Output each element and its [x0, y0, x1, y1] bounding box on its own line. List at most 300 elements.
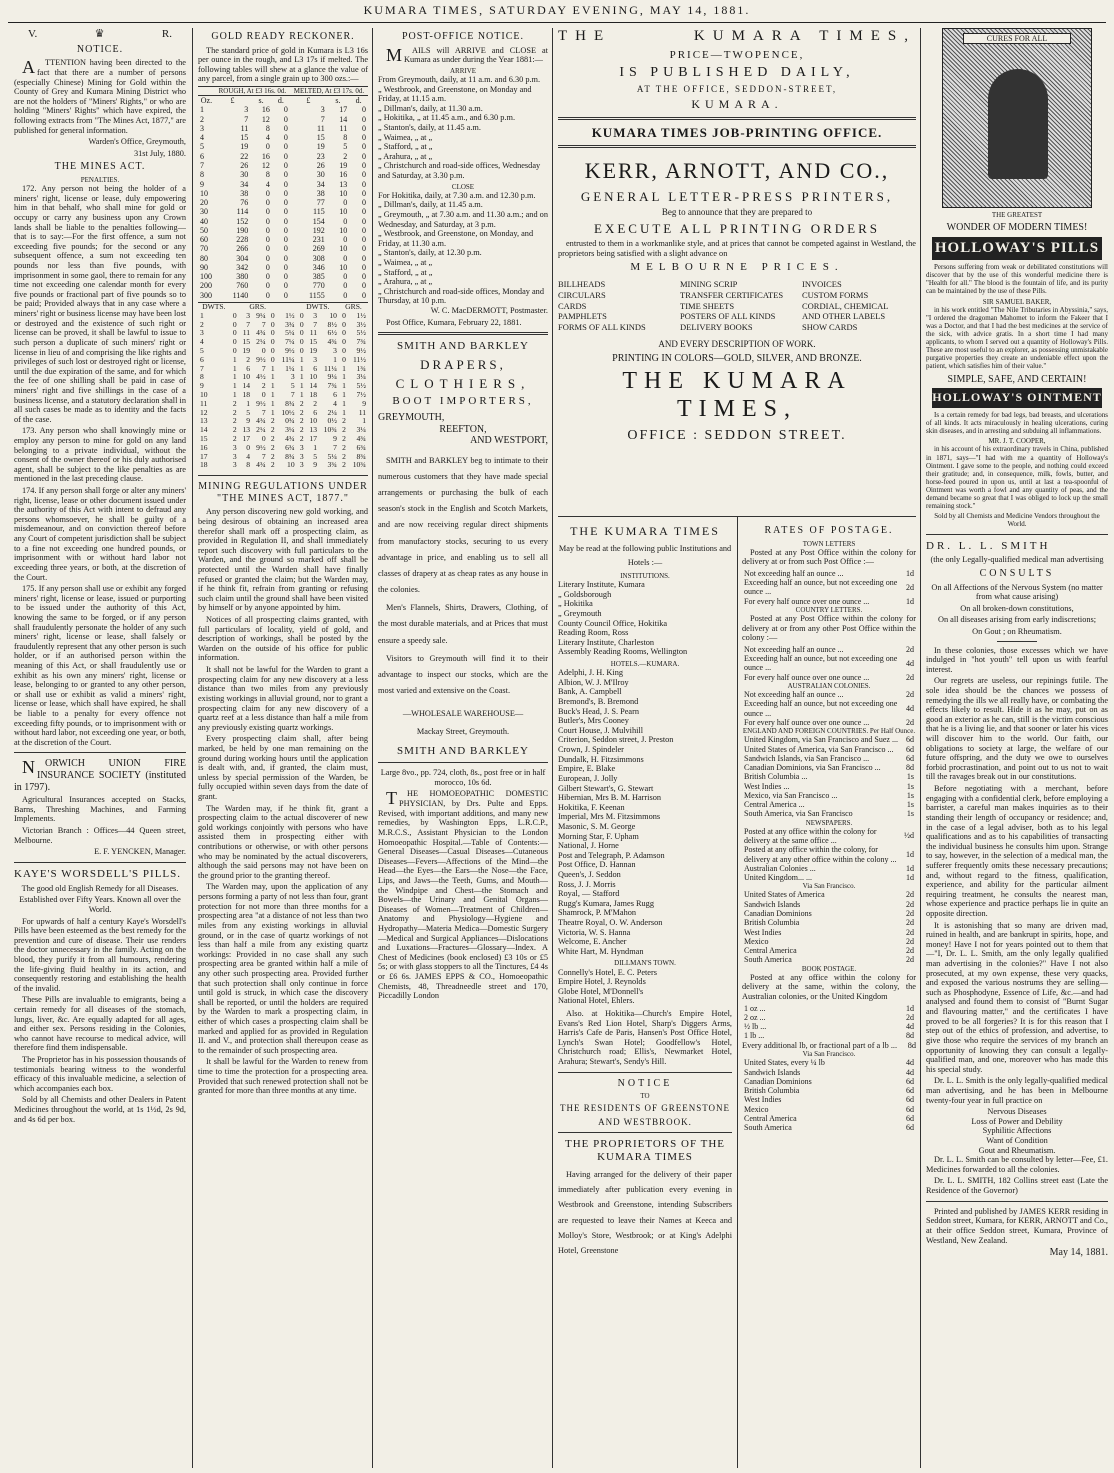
wonder-line: WONDER OF MODERN TIMES!	[946, 222, 1088, 234]
table-cell: 16	[261, 105, 270, 115]
notice-body: ATTENTION having been directed to the fact that there are a number of persons (especially Chinese) Mining for Gold within the County of Grey and Kumara Mining District who are not the holders of "Miners' Rights," or who are holding "Miners' Rights" which have expired, the following extracts from "The Mines Act, 1877," are published for general information.	[14, 57, 186, 135]
rate-row	[742, 890, 916, 899]
table-cell: 5	[246, 407, 251, 417]
table-cell: 0	[270, 354, 275, 364]
rate-value: 1s	[906, 790, 914, 800]
table-cell: 4	[200, 133, 204, 143]
persons-text: Persons suffering from weak or debilitated constitutions will discover that by the use of this wonderful medicine there is "Health for all." The blood is the fountain of life, and its purity can be maintained by the use of these Pills.	[926, 263, 1108, 296]
table-cell: 10	[200, 188, 208, 198]
notice-date: 31st July, 1880.	[133, 148, 186, 158]
list-item: For Hokitika, daily, at 7.30 a.m. and 12.30 p.m.	[378, 190, 536, 200]
table-cell: 2	[343, 151, 348, 161]
table-cell: 50	[200, 225, 208, 235]
rate-label: Not exceeding half an ounce ...	[744, 690, 844, 700]
list-item: „ Westbrook, and Greenstone, on Monday and Friday, at 11.15 a.m.	[378, 84, 532, 104]
list-item: Ross, J. J. Morris	[558, 879, 616, 889]
rates-title: RATES OF POSTAGE.	[764, 525, 894, 536]
table-cell: 10½	[281, 407, 295, 417]
masthead: KUMARA TIMES, SATURDAY EVENING, MAY 14, 1881.	[363, 3, 751, 17]
rate-row	[742, 800, 916, 809]
rate-label: West Indies ...	[744, 781, 790, 791]
list-item: Victoria, W. S. Hanna	[558, 927, 631, 937]
table-cell: 7	[313, 319, 317, 329]
list-item: „ Hokitika, „ at 11.45 a.m., and 6.30 p.m.	[378, 113, 516, 123]
list-item: Nervous Diseases	[987, 1107, 1047, 1117]
holloway-pills-banner: HOLLOWAY'S PILLS	[932, 237, 1102, 260]
table-cell: 2	[232, 407, 237, 417]
list-item: Gilbert Stewart's, G. Stewart	[558, 783, 654, 793]
print-item: MINING SCRIP	[680, 278, 738, 289]
post-office-date: Post Office, Kumara, February 22, 1881.	[386, 317, 522, 327]
mines-act-heading: THE MINES ACT.	[54, 161, 146, 173]
table-row	[198, 226, 368, 235]
norwich-branch: Victorian Branch : Offices—44 Queen street, Melbourne.	[14, 826, 186, 845]
rate-value: 2d	[906, 644, 914, 654]
table-cell: 38	[316, 188, 325, 198]
rate-label: Central America	[744, 1113, 797, 1123]
table-cell: 1	[299, 372, 304, 382]
baker-heading: SIR SAMUEL BAKER,	[982, 297, 1052, 306]
rate-value: 6d	[906, 1123, 914, 1133]
column-header: GRS.	[345, 301, 362, 311]
list-item: „ Waimea, „ at „	[378, 258, 433, 267]
table-row	[198, 235, 368, 244]
table-row	[198, 161, 368, 170]
table-cell: 3	[313, 354, 317, 364]
table-cell: 10	[329, 310, 337, 320]
rate-row	[742, 873, 916, 882]
may-read-text: May be read at the following public Institutions and Hotels :—	[558, 543, 732, 567]
print-item: CARDS	[558, 300, 587, 311]
table-cell: 228	[236, 235, 249, 245]
column-header: £	[306, 96, 311, 106]
table-cell: 0	[265, 207, 270, 217]
town-rates	[742, 569, 916, 606]
proprietors-title: THE PROPRIETORS OF THE KUMARA TIMES	[564, 1138, 726, 1163]
ounce-table	[198, 86, 368, 300]
dr-address: Dr. L. L. SMITH, 182 Collins street east (Late the Residence of the Governor)	[926, 1176, 1108, 1196]
book-price: Large 8vo., pp. 724, cloth, 8s., post free or in half morocco, 10s 6d.	[380, 768, 546, 787]
table-cell: 7	[244, 114, 249, 124]
rate-label: South America	[744, 955, 792, 965]
table-cell: 2	[270, 460, 275, 470]
table-cell: 2	[299, 416, 304, 426]
table-cell: 308	[312, 253, 325, 263]
table-cell: 30	[200, 207, 208, 217]
rate-row	[742, 928, 916, 937]
table-cell: 1140	[232, 290, 249, 300]
table-cell: 114	[236, 207, 249, 217]
rate-label: British Columbia	[744, 918, 800, 928]
residents-line: THE RESIDENTS OF GREENSTONE	[559, 1103, 731, 1114]
smith-barkley-sign: SMITH AND BARKLEY	[397, 744, 529, 757]
rate-row	[742, 864, 916, 873]
rate-label: Central America ...	[744, 800, 805, 810]
table-row	[198, 189, 368, 198]
reefton-line: REEFTON,	[439, 423, 487, 435]
rate-label: 1 lb ...	[744, 1031, 765, 1041]
list-item: Reading Room, Ross	[558, 628, 629, 638]
table-cell: 6	[313, 407, 317, 417]
table-cell: 6	[246, 363, 251, 373]
table-cell: 1	[232, 372, 237, 382]
table-cell: 0	[265, 253, 270, 263]
table-cell: 2	[261, 381, 266, 391]
list-item: Literary Institute, Charleston	[558, 637, 655, 647]
table-cell: 0	[265, 235, 270, 245]
table-cell: 266	[236, 244, 249, 254]
list-item: Dundalk, H. Fitzsimmons	[558, 754, 644, 764]
ounce-rows	[198, 105, 368, 300]
divider	[378, 762, 548, 763]
rate-row	[742, 699, 916, 718]
table-cell: 15	[240, 133, 249, 143]
table-cell: 0	[270, 328, 275, 338]
table-cell: 0	[362, 262, 366, 272]
kaye-tagline: The good old English Remedy for all Diseases.	[21, 883, 179, 893]
divider	[997, 641, 1037, 642]
table-cell: 11	[358, 407, 366, 417]
rate-value: 2d	[906, 909, 914, 918]
table-cell: 0	[265, 216, 270, 226]
table-cell: 0	[362, 216, 366, 226]
rate-value: 6d	[906, 1076, 914, 1086]
list-item: Hokitika, F. Keenan	[558, 802, 625, 812]
list-item: Post and Telegraph, P. Adamson	[558, 850, 665, 860]
rate-value: 1s	[906, 781, 914, 791]
norwich-title: NORWICH UNION FIRE INSURANCE SOCIETY (instituted in 1797).	[14, 757, 186, 793]
print-item: FORMS OF ALL KINDS	[558, 322, 646, 333]
table-cell: 3	[320, 105, 325, 115]
seated-figure-icon	[988, 69, 1048, 179]
table-cell: 0½	[327, 416, 337, 426]
table-cell: 7	[261, 319, 266, 329]
dr-body-7: Dr. L. L. Smith can be consulted by letter—Fee, £1. Medicines forwarded to all the colonies.	[926, 1155, 1108, 1174]
print-item: TIME SHEETS	[680, 300, 735, 311]
general-printers: GENERAL LETTER-PRESS PRINTERS,	[580, 189, 894, 205]
table-cell: 19	[240, 142, 249, 152]
entrusted-text: entrusted to them in a workmanlike style, and at prices that cannot be competed against in Westland, the proprietors being satisfied with a slight advance on	[558, 238, 916, 258]
rate-label: Sandwich Islands, via San Francisco ...	[744, 753, 870, 763]
section-174: 174. If any person shall forge or alter any miners' right, license, lease or other document issued under the authority of this Act with intent to defraud any persons whomsoever, he shall be guilty of a misdemeanour, and on conviction thereof before any Court of competent jurisdiction shall be subject to a fine not exceeding one hundred pounds, or imprisonment with or without hard labor not exceeding three years, or both, at the discretion of the Court.	[14, 486, 186, 582]
print-item: CIRCULARS	[558, 289, 606, 300]
rate-label: Sandwich Islands	[744, 1067, 801, 1077]
rate-label: United States of America	[744, 890, 825, 900]
table-cell: 7¾	[356, 337, 366, 347]
rate-value: 6d	[906, 735, 914, 745]
rate-label: Exceeding half an ounce, but not exceeding one ounce ...	[744, 654, 898, 673]
kt-read-title: THE KUMARA TIMES	[570, 524, 720, 538]
table-cell: 0	[299, 328, 304, 338]
table-cell: 6¾	[356, 442, 366, 452]
table-cell: 7	[333, 442, 337, 452]
kt-footer-title: THE KUMARA TIMES,	[622, 368, 852, 423]
table-cell: 154	[312, 216, 325, 226]
cooper-quote: in his account of his extraordinary travels in China, published in 1871, says—"I had with me a quantity of Holloway's Ointment. I gave some to the people, and nothing could exceed their gratitude; and, in consequence, milk, fowls, butter, and horse-feed poured in upon us, until at last a tea-spoonful of Ointment was worth a fowl and any quantity of peas, and the demand became so great that I was obliged to lock up the small remaining stock."	[926, 445, 1108, 511]
table-cell: 17	[200, 451, 208, 461]
rate-row	[742, 1068, 916, 1077]
rate-label: United States, every ¼ lb	[744, 1058, 825, 1068]
column-header: Oz.	[200, 96, 213, 106]
table-cell: 304	[236, 253, 249, 263]
table-cell: 10	[339, 188, 348, 198]
kaye-body-2: These Pills are invaluable to emigrants, being a certain remedy for all diseases of the stomach, lungs, liver, &c. Are equally adapted for all ages, and either sex. Persons residing in the Colonies, who cannot have recourse to medical advice, will therefore find them indispensable.	[14, 995, 186, 1053]
table-cell: 1¾	[356, 363, 366, 373]
table-row	[198, 207, 368, 216]
column-3	[378, 28, 548, 1468]
table-cell: 10¾	[352, 460, 366, 470]
list-item: White Hart, M. Hyndman	[558, 946, 644, 956]
table-row	[198, 152, 368, 161]
rate-row	[742, 955, 916, 964]
dillman-list	[558, 968, 732, 1006]
kt-word: KUMARA TIMES,	[693, 28, 916, 44]
list-item: „ Stafford, „ at „	[378, 142, 433, 152]
table-cell: 8	[343, 133, 348, 143]
table-cell: 0	[362, 123, 366, 133]
table-cell: 11¼	[323, 363, 337, 373]
rate-label: Posted at any office within the colony for delivery at the same office ...	[744, 826, 877, 846]
table-cell: 4	[246, 451, 251, 461]
rate-row	[742, 809, 916, 818]
table-cell: 1	[313, 442, 317, 452]
rate-row	[742, 1095, 916, 1104]
table-cell: 7	[290, 389, 295, 399]
table-cell: 0	[362, 290, 366, 300]
table-cell: 2	[200, 319, 204, 329]
table-cell: 0	[362, 225, 366, 235]
divider	[14, 752, 186, 753]
table-cell: 2¼	[256, 425, 266, 435]
column-1	[14, 28, 186, 1468]
column-rule	[192, 28, 193, 1468]
table-cell: 0	[362, 133, 366, 143]
table-cell: 7	[261, 363, 266, 373]
table-cell: 15	[200, 433, 208, 443]
table-cell: 40	[200, 216, 208, 226]
arrive-heading: ARRIVE	[449, 66, 477, 75]
dr-body-3: Before negotiating with a merchant, before engaging with a confidential clerk, before employing a barrister, a careful man makes inquiries as to their standing their length of occupancy or residence; and, in the case of a legal adviser, both as to his legal qualifications and as to his capabilities of transacting the individual business he consults him upon. Strange to say, however, in the selection of a medical man, the sufferer frequently omits these necessary precautions; and, without regard to the fitness, qualification, experience, and ability for the particular ailment requiring treatment, he consults the nearest man, whose experience and practice perhaps lie in quite an opposite direction.	[926, 784, 1108, 918]
table-cell: 6	[200, 354, 204, 364]
table-cell: 7	[320, 114, 325, 124]
table-cell: 1	[270, 363, 275, 373]
table-cell: 0	[265, 225, 270, 235]
list-item: „ Dillman's, daily, at 11.30 a.m.	[378, 103, 483, 113]
list-item: „ Greymouth	[558, 609, 602, 619]
table-cell: 13	[309, 425, 317, 435]
close-list	[378, 191, 548, 306]
rate-label: Mexico, via San Francisco ...	[744, 790, 838, 800]
list-item: Gout and Rheumatism.	[978, 1145, 1056, 1155]
divider	[558, 1132, 732, 1133]
table-cell: 0	[342, 310, 346, 320]
rate-label: Not exceeding half an ounce ...	[744, 644, 844, 654]
rate-row	[742, 1004, 916, 1013]
table-cell: 4¾	[356, 433, 366, 443]
rate-row	[742, 772, 916, 781]
table-cell: 0	[362, 179, 366, 189]
kumara-times-ad	[558, 28, 916, 538]
list-item: „ Arahura, „ at „	[378, 277, 433, 287]
rate-row	[742, 735, 916, 744]
table-cell: 5	[343, 142, 348, 152]
table-cell: 19	[309, 345, 317, 355]
table-cell: 0	[299, 345, 304, 355]
table-cell: 0	[283, 188, 288, 198]
table-cell: 0	[362, 198, 366, 208]
column-header: DWTS.	[306, 301, 330, 311]
column-header: s.	[335, 96, 341, 106]
rate-label: For every half ounce over one ounce ...	[744, 596, 870, 606]
table-cell: 2	[270, 433, 275, 443]
mackay-line: Mackay Street, Greymouth.	[416, 726, 510, 736]
divider	[198, 475, 368, 476]
table-cell: 12	[261, 114, 270, 124]
table-cell: 2	[299, 433, 304, 443]
kaye-established: Established over Fifty Years. Known all over the World.	[19, 895, 181, 914]
table-cell: 0	[283, 207, 288, 217]
table-row	[198, 217, 368, 226]
column-2	[198, 28, 368, 1468]
rate-row	[742, 763, 916, 772]
table-cell: 2	[342, 460, 346, 470]
table-cell: 0	[265, 244, 270, 254]
rate-value: 6d	[906, 753, 914, 763]
table-cell: 18	[200, 460, 208, 470]
table-cell: 0	[232, 328, 237, 338]
table-row	[198, 244, 368, 253]
table-cell: 0	[283, 244, 288, 254]
print-item: DELIVERY BOOKS	[680, 322, 753, 333]
published-line: IS PUBLISHED DAILY,	[619, 65, 855, 81]
table-cell: 9¼	[327, 372, 337, 382]
table-cell: 3¼	[285, 425, 295, 435]
wholesale-line: —WHOLESALE WAREHOUSE—	[402, 709, 524, 719]
rate-row	[742, 1123, 916, 1132]
table-cell: 7¾	[327, 381, 337, 391]
table-cell: 17	[242, 433, 251, 443]
dr-body-5: Dr. L. L. Smith is the only legally-qualified medical man advertising, and he has been in Melbourne twenty-four year in full practice on	[926, 1076, 1108, 1105]
table-cell: 3	[299, 451, 304, 461]
table-cell: 1	[299, 389, 304, 399]
table-cell: 10	[339, 244, 348, 254]
rate-row	[742, 1031, 916, 1040]
table-cell: 90	[200, 262, 208, 272]
mining-reg-1: Any person discovering new gold working, and being desirous of obtaining an increased area therefor shall mark off a prospecting claim, as provided in Regulation II, and shall immediately report such discovery with full particulars to the Warden, and the ground so marked off shall be protected until the Warden shall have finally refused or granted the claim; but the Warden may, if he think fit, refrain from granting or refusing such claim until the ground shall have been visited by himself or by anyone appointed by him.	[198, 507, 368, 613]
smith-body-2: Men's Flannels, Shirts, Drawers, Clothing, of the most durable materials, and at Prices that must ensure a speedy sale.	[378, 603, 548, 645]
list-item: Literary Institute, Kumara	[558, 580, 645, 590]
table-cell: 8	[200, 372, 204, 382]
rate-label: Exceeding half an ounce, but not exceeding one ounce ...	[744, 578, 898, 597]
table-cell: 1155	[309, 290, 325, 300]
consult-1: On all Affections of the Nervous System (no matter from what cause arising)	[931, 582, 1103, 602]
table-cell: 3¼	[356, 425, 366, 435]
rate-value: 2d	[906, 717, 914, 727]
list-item: „ Waimea, „ at „	[378, 132, 433, 142]
print-item: TRANSFER CERTIFICATES	[680, 289, 784, 300]
rate-row	[742, 673, 916, 682]
table-cell: 0	[283, 170, 288, 180]
institutions-heading: INSTITUTIONS.	[620, 572, 670, 581]
list-item: „ Westbrook, and Greenstone, on Monday, and Friday, at 11.30 a.m.	[378, 229, 534, 248]
table-cell: 18	[309, 389, 317, 399]
table-cell: 4	[265, 133, 270, 143]
table-cell: 9	[246, 416, 251, 426]
table-cell: 7½	[356, 389, 366, 399]
westbrook-line: AND WESTBROOK.	[598, 1116, 692, 1127]
list-item: Theatre Royal, O. W. Anderson	[558, 918, 663, 928]
list-item: „ Christchurch and road-side offices, Wednesday and Saturday, at 3.30 p.m.	[378, 161, 541, 181]
table-cell: 7	[200, 363, 204, 373]
table-cell: 0	[232, 345, 237, 355]
table-cell: 0	[362, 188, 366, 198]
drapers-heading: DRAPERS,	[420, 357, 506, 373]
table-cell: 2	[342, 425, 346, 435]
table-cell: 1	[342, 381, 346, 391]
rate-label: South America	[744, 1123, 792, 1133]
dr-body-1: In these colonies, those excesses which we have indulged in "hot youth" tell upon us with fearful interest.	[926, 645, 1108, 674]
table-cell: 1	[299, 381, 304, 391]
holloway-ointment-banner: HOLLOWAY'S OINTMENT	[932, 388, 1102, 408]
table-cell: 10	[242, 372, 251, 382]
table-cell: 14	[200, 425, 208, 435]
rate-row	[742, 690, 916, 699]
table-cell: 19	[316, 142, 325, 152]
table-cell: 9½	[285, 345, 295, 355]
kumara-line: KUMARA.	[691, 96, 783, 111]
norwich-body: Agricultural Insurances accepted on Stacks, Barns, Threshing Machines, and Farming Implements.	[14, 795, 186, 824]
rate-value: 8d	[906, 763, 914, 773]
table-cell: 4	[265, 179, 270, 189]
rate-value: 4d	[906, 658, 914, 668]
table-cell: 9½	[256, 354, 266, 364]
proprietors-body: Having arranged for the delivery of their paper immediately after publication every evening in Westbrook and Greenstone, intending Subscribers are requested to leave their Names at Keeca and Molloy's Store, Westbrook; or at King's Adelphi Hotel, Greenstone	[558, 1169, 732, 1256]
column-header: d.	[355, 96, 362, 106]
list-item: Albion, W. J. M'Ilroy	[558, 677, 629, 687]
rate-row	[742, 718, 916, 727]
table-cell: 0	[342, 319, 346, 329]
rate-row	[742, 597, 916, 606]
table-cell: 5	[200, 142, 204, 152]
rate-value: 1d	[906, 873, 914, 883]
rate-label: Posted at any office within the colony, for delivery at any other office within the colony ...	[744, 845, 897, 864]
table-cell: 2	[270, 451, 275, 461]
cures-banner: CURES FOR ALL	[963, 33, 1071, 44]
list-item: County Council Office, Hokitika	[558, 618, 668, 628]
kerr-arnott-title: KERR, ARNOTT, AND CO.,	[584, 157, 890, 183]
section-173: 173. Any person who shall knowingly mine or employ any person to mine for gold on any land belonging to a private individual, without the consent of the owner thereof or his duly authorised agent, shall be subject to the like penalties as are mentioned in the last preceding clause.	[14, 426, 186, 484]
table-cell: 1	[270, 398, 275, 408]
table-cell: 70	[200, 244, 208, 254]
table-cell: 26	[240, 161, 249, 170]
table-cell: 152	[236, 216, 249, 226]
table-cell: 770	[312, 281, 325, 291]
column-rule	[552, 28, 553, 1468]
notice-heading: NOTICE	[617, 1077, 673, 1089]
table-cell: 1½	[356, 310, 366, 320]
mining-reg-6: The Warden may, upon the application of any persons forming a party of not less than four, grant protection for not more than three months for a prospecting area "at a distance of not less than two miles from any existing workings in alluvial ground, or in the case of quartz workings of not less than half a mile from any existing quartz workings: Provided in no case shall any such prospecting area be granted within half a mile of any other such prospecting area. Provided further that such protection shall only continue in force until gold is struck, in which case the discovery shall be reported, or until the holders are required by the Warden to mark a prospecting claim, in either of which cases a prospecting claim shall be marked and applied for as provided in Regulation II. and V., and protection shall thereupon cease as to the remainder of such prospecting area.	[198, 882, 368, 1055]
table-cell: 0	[270, 337, 275, 347]
rate-value: 6d	[906, 744, 914, 754]
table-cell: 0	[343, 272, 348, 282]
table-cell: 9	[200, 381, 204, 391]
rate-label: United Kingdom, via San Francisco and Suez ...	[744, 735, 898, 745]
print-item: SHOW CARDS	[802, 322, 858, 333]
rate-label: West Indies	[744, 927, 782, 937]
list-item: Want of Condition	[986, 1136, 1048, 1146]
melbourne-prices: MELBOURNE PRICES.	[630, 261, 844, 274]
list-item: Welcome, E. Ancher	[558, 937, 627, 947]
